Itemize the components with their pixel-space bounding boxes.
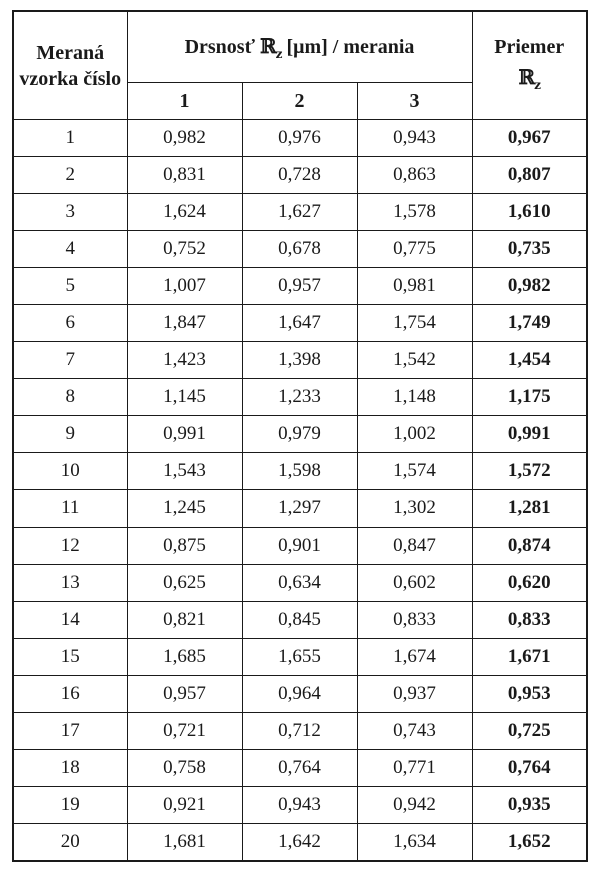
- cell-average: 1,175: [472, 379, 587, 416]
- header-group-suffix: [μm] / merania: [286, 35, 415, 58]
- cell-sample-number: 11: [13, 490, 127, 527]
- rz-letter: ℝ: [260, 33, 276, 58]
- cell-measurement-2: 0,764: [242, 749, 357, 786]
- cell-average: 0,764: [472, 749, 587, 786]
- table-row: [13, 268, 587, 305]
- table-row: [13, 453, 587, 490]
- cell-sample-number: 12: [13, 527, 127, 564]
- cell-measurement-3: 1,754: [357, 305, 472, 342]
- cell-average: 0,620: [472, 564, 587, 601]
- cell-sample-number: 14: [13, 601, 127, 638]
- cell-measurement-1: 1,681: [127, 823, 242, 861]
- cell-measurement-1: 1,007: [127, 268, 242, 305]
- roughness-table-container: [12, 10, 586, 862]
- cell-sample-number: 7: [13, 342, 127, 379]
- table-row: [13, 527, 587, 564]
- cell-sample-number: 13: [13, 564, 127, 601]
- header-average: [472, 11, 587, 120]
- cell-average: 0,982: [472, 268, 587, 305]
- cell-measurement-3: 0,743: [357, 712, 472, 749]
- cell-measurement-3: 1,674: [357, 638, 472, 675]
- cell-measurement-3: 1,002: [357, 416, 472, 453]
- cell-measurement-3: 1,148: [357, 379, 472, 416]
- header-sample-number: Meraná vzorka číslo: [13, 11, 127, 120]
- header-group-prefix: Drsnosť: [184, 35, 255, 58]
- cell-measurement-3: 0,863: [357, 157, 472, 194]
- roughness-table: [12, 10, 588, 862]
- cell-measurement-1: 0,752: [127, 231, 242, 268]
- table-row: [13, 490, 587, 527]
- rz-subscript: z: [275, 46, 282, 61]
- cell-measurement-1: 1,685: [127, 638, 242, 675]
- cell-measurement-3: 1,578: [357, 194, 472, 231]
- cell-average: 0,807: [472, 157, 587, 194]
- cell-average: 1,572: [472, 453, 587, 490]
- cell-measurement-3: 0,943: [357, 120, 472, 157]
- cell-measurement-3: 0,937: [357, 675, 472, 712]
- cell-measurement-1: 0,821: [127, 601, 242, 638]
- cell-measurement-2: 1,642: [242, 823, 357, 861]
- cell-average: 0,991: [472, 416, 587, 453]
- table-row: [13, 379, 587, 416]
- cell-average: 0,953: [472, 675, 587, 712]
- header-measurement-3: 3: [357, 83, 472, 120]
- cell-sample-number: 19: [13, 786, 127, 823]
- table-body: [13, 120, 587, 862]
- cell-measurement-1: 1,245: [127, 490, 242, 527]
- cell-average: 1,610: [472, 194, 587, 231]
- cell-measurement-1: 0,758: [127, 749, 242, 786]
- table-row: [13, 638, 587, 675]
- cell-measurement-2: 1,647: [242, 305, 357, 342]
- cell-average: 0,725: [472, 712, 587, 749]
- cell-average: 1,281: [472, 490, 587, 527]
- table-row: [13, 749, 587, 786]
- cell-measurement-3: 0,602: [357, 564, 472, 601]
- table-row: [13, 712, 587, 749]
- cell-average: 0,833: [472, 601, 587, 638]
- cell-measurement-1: 1,543: [127, 453, 242, 490]
- cell-sample-number: 9: [13, 416, 127, 453]
- table-row: [13, 675, 587, 712]
- cell-measurement-2: 0,712: [242, 712, 357, 749]
- cell-measurement-3: 0,847: [357, 527, 472, 564]
- cell-measurement-3: 1,634: [357, 823, 472, 861]
- cell-measurement-3: 1,542: [357, 342, 472, 379]
- avg-rz-symbol: [473, 62, 587, 100]
- cell-average: 1,652: [472, 823, 587, 861]
- cell-measurement-3: 0,833: [357, 601, 472, 638]
- cell-measurement-2: 1,233: [242, 379, 357, 416]
- rz-symbol: [260, 33, 282, 61]
- table-row: [13, 564, 587, 601]
- cell-measurement-2: 0,957: [242, 268, 357, 305]
- cell-measurement-3: 0,775: [357, 231, 472, 268]
- cell-measurement-1: 1,624: [127, 194, 242, 231]
- header-roughness-group: [127, 11, 472, 83]
- cell-sample-number: 16: [13, 675, 127, 712]
- cell-sample-number: 6: [13, 305, 127, 342]
- cell-measurement-3: 0,981: [357, 268, 472, 305]
- cell-sample-number: 3: [13, 194, 127, 231]
- cell-sample-number: 1: [13, 120, 127, 157]
- cell-average: 0,935: [472, 786, 587, 823]
- table-row: [13, 342, 587, 379]
- cell-measurement-1: 0,721: [127, 712, 242, 749]
- cell-average: 1,454: [472, 342, 587, 379]
- cell-measurement-2: 1,627: [242, 194, 357, 231]
- cell-measurement-3: 0,942: [357, 786, 472, 823]
- cell-measurement-1: 1,423: [127, 342, 242, 379]
- cell-measurement-2: 1,655: [242, 638, 357, 675]
- table-row: [13, 786, 587, 823]
- cell-measurement-1: 1,847: [127, 305, 242, 342]
- cell-average: 0,735: [472, 231, 587, 268]
- table-row: [13, 194, 587, 231]
- cell-measurement-1: 0,875: [127, 527, 242, 564]
- cell-measurement-1: 0,831: [127, 157, 242, 194]
- cell-measurement-2: 0,964: [242, 675, 357, 712]
- cell-measurement-2: 0,943: [242, 786, 357, 823]
- cell-measurement-1: 0,991: [127, 416, 242, 453]
- cell-measurement-2: 0,634: [242, 564, 357, 601]
- cell-sample-number: 15: [13, 638, 127, 675]
- cell-measurement-1: 0,625: [127, 564, 242, 601]
- table-row: [13, 305, 587, 342]
- avg-rz-subscript: z: [534, 77, 540, 92]
- cell-measurement-3: 0,771: [357, 749, 472, 786]
- cell-sample-number: 4: [13, 231, 127, 268]
- cell-measurement-2: 0,976: [242, 120, 357, 157]
- header-measurement-1: 1: [127, 83, 242, 120]
- cell-sample-number: 17: [13, 712, 127, 749]
- cell-measurement-3: 1,574: [357, 453, 472, 490]
- cell-sample-number: 18: [13, 749, 127, 786]
- cell-measurement-2: 0,979: [242, 416, 357, 453]
- cell-sample-number: 2: [13, 157, 127, 194]
- cell-measurement-2: 0,901: [242, 527, 357, 564]
- cell-average: 0,967: [472, 120, 587, 157]
- cell-measurement-2: 0,728: [242, 157, 357, 194]
- cell-measurement-1: 0,921: [127, 786, 242, 823]
- cell-average: 1,749: [472, 305, 587, 342]
- cell-sample-number: 10: [13, 453, 127, 490]
- cell-measurement-1: 0,957: [127, 675, 242, 712]
- avg-rz-letter: ℝ: [518, 64, 535, 89]
- table-row: [13, 601, 587, 638]
- cell-measurement-2: 1,398: [242, 342, 357, 379]
- header-average-label: Priemer: [494, 35, 565, 58]
- table-row: [13, 120, 587, 157]
- table-row: [13, 823, 587, 861]
- table-row: [13, 157, 587, 194]
- cell-measurement-1: 0,982: [127, 120, 242, 157]
- header-measurement-2: 2: [242, 83, 357, 120]
- table-row: [13, 416, 587, 453]
- cell-measurement-2: 1,598: [242, 453, 357, 490]
- cell-sample-number: 5: [13, 268, 127, 305]
- cell-average: 1,671: [472, 638, 587, 675]
- cell-measurement-2: 1,297: [242, 490, 357, 527]
- cell-measurement-2: 0,678: [242, 231, 357, 268]
- cell-sample-number: 20: [13, 823, 127, 861]
- cell-measurement-2: 0,845: [242, 601, 357, 638]
- cell-average: 0,874: [472, 527, 587, 564]
- cell-measurement-3: 1,302: [357, 490, 472, 527]
- table-header: [13, 11, 587, 120]
- table-row: [13, 231, 587, 268]
- cell-sample-number: 8: [13, 379, 127, 416]
- cell-measurement-1: 1,145: [127, 379, 242, 416]
